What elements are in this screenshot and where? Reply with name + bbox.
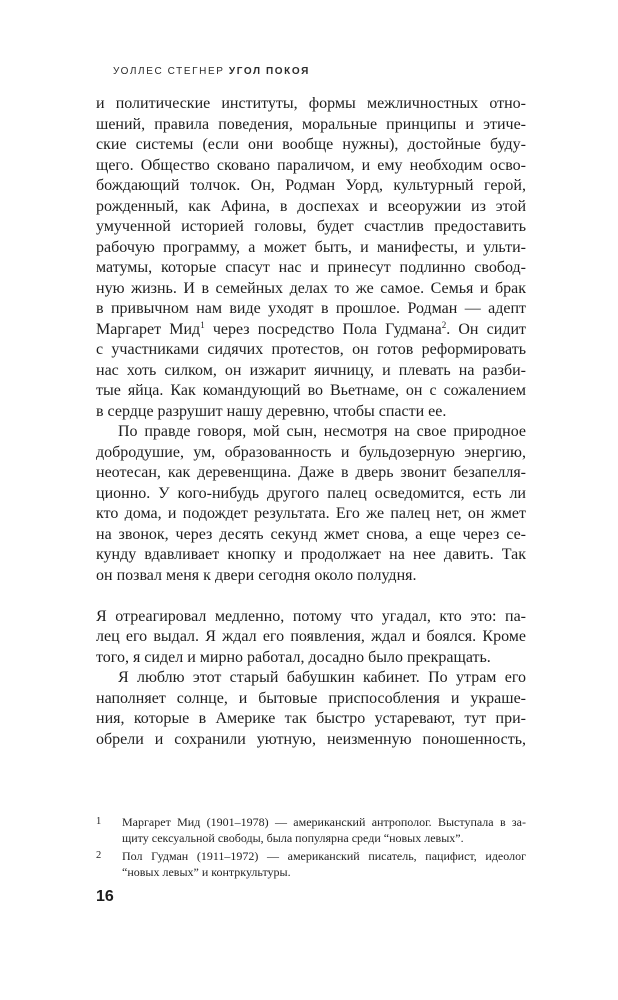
body-line: он позвал меня к двери сегодня около полудня. (96, 566, 417, 584)
footnote-number: 2 (96, 850, 102, 861)
footnote-line: Маргарет Мид (1901–1978) — американский антрополог. Выступала в за- (122, 815, 526, 829)
body-line: неотесан, как деревенщина. Даже в дверь звонит безапелля- (96, 464, 526, 481)
body-line: бождающий толчок. Он, Родман Уорд, культурный герой, (96, 177, 526, 194)
body-line: щего. Общество сковано параличом, и ему необходим осво- (96, 156, 526, 174)
footnote (96, 814, 526, 846)
body-line: Я отреагировал медленно, потому что угадал, кто это: па- (96, 607, 526, 625)
footnote-line: Пол Гудман (1911–1972) — американский писатель, пацифист, идеолог (122, 849, 526, 863)
body-line: и политические институты, формы межличностных отно- (96, 95, 526, 112)
body-line: с участниками сидячих протестов, он готов реформировать (96, 341, 526, 358)
body-line: Я люблю этот старый бабушкин кабинет. По утрам его (118, 669, 526, 686)
body-line: рабочую программу, а может быть, и манифесты, и ульти- (96, 238, 526, 256)
footnote-line: “новых левых” и контркультуры. (122, 865, 291, 879)
body-line: в привычном нам виде уходят в прошлое. Родман — адепт (96, 300, 526, 317)
body-line: ционно. У кого-нибудь другого палец осведомится, есть ли (96, 484, 526, 502)
footnote (96, 848, 526, 880)
section-break (96, 586, 526, 607)
body-line: нас хоть силком, он изжарит яичницу, и плевать на разби- (96, 361, 526, 379)
body-line: рожденный, как Афина, в доспехах и всеоружии из этой (96, 197, 526, 215)
footnote-number: 1 (96, 816, 102, 827)
page-number: 16 (96, 888, 114, 905)
body-line: По правде говоря, мой сын, несмотря на свое природное (118, 423, 526, 440)
footnote-ref: 1 (200, 319, 205, 330)
body-line: ские системы (если они вообще нужны), достойные буду- (96, 136, 526, 153)
body-line: кто дома, и подождет результата. Его же палец нет, он жмет (96, 505, 526, 522)
body-line: кунду вдавливает кнопку и продолжает на нее давить. Так (96, 546, 526, 563)
body-line: добродушие, ум, образованность и бульдозерную энергию, (96, 443, 526, 461)
body-line: умученной историей головы, будет счастлив предоставить (96, 218, 526, 235)
running-head-author: УОЛЛЕС СТЕГНЕР (113, 66, 225, 77)
body-line: обрели и сохранили уютную, неизменную поношенность, (96, 730, 526, 748)
body-line: шений, правила поведения, моральные принципы и этиче- (96, 115, 526, 133)
footnote-ref: 2 (441, 319, 447, 330)
footnotes (96, 814, 526, 880)
body-line: матумы, которые спасут нас и принесут подлинно свобод- (96, 259, 526, 276)
body-line: наполняет солнце, и бытовые приспособления и украше- (96, 689, 526, 707)
body-line: того, я сидел и мирно работал, досадно было прекращать. (96, 648, 491, 666)
body-line: Маргарет Мид$^1$ через посредство Пола Гудмана$^2$. Он сидит (96, 319, 527, 338)
running-head (113, 66, 310, 77)
running-head-book: УГОЛ ПОКОЯ (228, 66, 310, 77)
body-text (96, 94, 526, 750)
body-line: тые яйца. Как командующий во Вьетнаме, он с сожалением (96, 382, 526, 399)
body-line: в сердце разрушит нашу деревню, чтобы спасти ее. (96, 402, 447, 420)
footnote-line: щиту сексуальной свободы, была популярна среди “новых левых”. (122, 831, 464, 845)
body-line: на звонок, через десять секунд жмет снова, а еще через се- (96, 525, 526, 543)
body-line: лец его выдал. Я ждал его появления, ждал и боялся. Кроме (96, 628, 526, 645)
body-line: ную жизнь. И в семейных делах то же самое. Семья и брак (96, 279, 526, 297)
body-line: ния, которые в Америке так быстро устаревают, тут при- (96, 710, 526, 727)
